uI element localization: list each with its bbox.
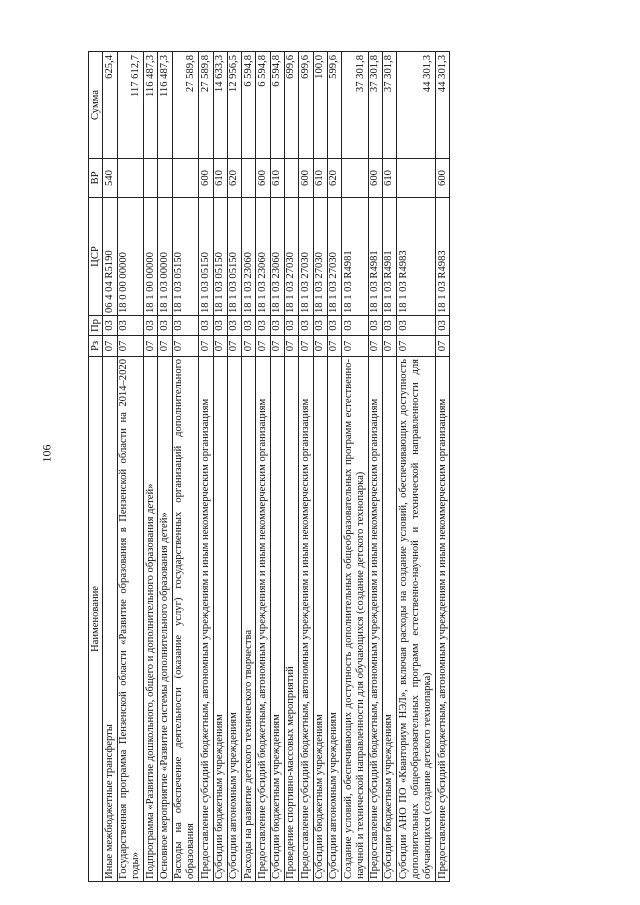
cell-csr: 18 1 03 27030	[299, 198, 313, 316]
cell-csr: 18 1 03 R4981	[342, 198, 369, 316]
cell-name: Подпрограмма «Развитие дошкольного, общего и дополнительного образования детей»	[144, 357, 158, 882]
table-row	[144, 52, 158, 882]
cell-rz: 07	[242, 336, 256, 357]
cell-pr: 03	[213, 316, 227, 336]
cell-csr: 18 1 03 R4981	[382, 198, 396, 316]
header-rz: Рз	[89, 336, 103, 357]
cell-name: Субсидии АНО ПО «Кванториум НЭЛ», включая расходы на создание условий, обеспечивающих доступность дополнительных общеобразовательных программ естественно-научной и технической направленности для обучающихся (создание детского технопарка)	[397, 357, 436, 882]
cell-sum: 6 594,8	[256, 52, 270, 159]
cell-rz: 07	[199, 336, 213, 357]
cell-sum: 117 612,7	[117, 52, 144, 159]
cell-name: Предоставление субсидий бюджетным, автономным учреждениям и иным некоммерческим организациям	[368, 357, 382, 882]
table-row	[117, 52, 144, 882]
cell-rz: 07	[327, 336, 341, 357]
cell-csr: 18 1 03 00000	[158, 198, 172, 316]
cell-name: Расходы на развитие детского технического творчества	[242, 357, 256, 882]
cell-rz: 07	[284, 336, 298, 357]
cell-csr: 18 1 03 27030	[327, 198, 341, 316]
cell-pr: 03	[327, 316, 341, 336]
cell-sum: 6 594,8	[270, 52, 284, 159]
cell-vr: 620	[227, 159, 241, 198]
cell-pr: 03	[397, 316, 436, 336]
cell-sum: 625,4	[103, 52, 117, 159]
cell-pr: 03	[284, 316, 298, 336]
cell-vr: 620	[327, 159, 341, 198]
cell-vr	[158, 159, 172, 198]
cell-pr: 03	[342, 316, 369, 336]
cell-sum: 6 594,8	[242, 52, 256, 159]
cell-vr: 610	[270, 159, 284, 198]
table-row	[368, 52, 382, 882]
cell-rz: 07	[397, 336, 436, 357]
cell-sum: 37 301,8	[342, 52, 369, 159]
cell-vr	[342, 159, 369, 198]
cell-csr: 18 1 03 23060	[270, 198, 284, 316]
table-row	[342, 52, 369, 882]
cell-vr	[397, 159, 436, 198]
table-row	[313, 52, 327, 882]
cell-name: Субсидии бюджетным учреждениям	[213, 357, 227, 882]
table-row	[299, 52, 313, 882]
table-header-row	[89, 52, 103, 882]
header-sum: Сумма	[89, 52, 103, 159]
cell-vr: 610	[382, 159, 396, 198]
cell-sum: 12 956,5	[227, 52, 241, 159]
cell-pr: 03	[256, 316, 270, 336]
cell-csr: 18 1 03 05150	[172, 198, 199, 316]
table-row	[382, 52, 396, 882]
cell-sum: 37 301,8	[382, 52, 396, 159]
cell-name: Расходы на обеспечение деятельности (оказание услуг) государственных организаций дополнительного образования	[172, 357, 199, 882]
cell-vr: 540	[103, 159, 117, 198]
cell-rz: 07	[227, 336, 241, 357]
cell-sum: 116 487,3	[144, 52, 158, 159]
cell-csr: 18 1 03 23060	[242, 198, 256, 316]
cell-rz: 07	[313, 336, 327, 357]
cell-name: Предоставление субсидий бюджетным, автономным учреждениям и иным некоммерческим организациям	[436, 357, 450, 882]
table-row	[284, 52, 298, 882]
cell-pr: 03	[172, 316, 199, 336]
cell-rz: 07	[213, 336, 227, 357]
cell-csr: 18 1 03 05150	[213, 198, 227, 316]
table-row	[397, 52, 436, 882]
cell-pr: 03	[313, 316, 327, 336]
cell-name: Субсидии автономным учреждениям	[327, 357, 341, 882]
budget-table	[88, 51, 450, 882]
cell-sum: 44 301,3	[436, 52, 450, 159]
table-row	[103, 52, 117, 882]
cell-sum: 699,6	[299, 52, 313, 159]
cell-csr: 06 4 04 R5190	[103, 198, 117, 316]
cell-name: Предоставление субсидий бюджетным, автономным учреждениям и иным некоммерческим организациям	[256, 357, 270, 882]
table-row	[270, 52, 284, 882]
cell-vr	[144, 159, 158, 198]
cell-vr: 600	[368, 159, 382, 198]
table-body	[103, 52, 450, 882]
cell-pr: 03	[199, 316, 213, 336]
cell-csr: 18 1 03 R4983	[397, 198, 436, 316]
cell-vr: 610	[213, 159, 227, 198]
cell-rz: 07	[382, 336, 396, 357]
cell-sum: 116 487,3	[158, 52, 172, 159]
cell-vr: 600	[199, 159, 213, 198]
cell-sum: 100,0	[313, 52, 327, 159]
table-row	[327, 52, 341, 882]
cell-sum: 44 301,3	[397, 52, 436, 159]
cell-vr	[117, 159, 144, 198]
cell-pr: 03	[436, 316, 450, 336]
cell-name: Предоставление субсидий бюджетным, автономным учреждениям и иным некоммерческим организациям	[299, 357, 313, 882]
cell-rz: 07	[299, 336, 313, 357]
cell-rz: 07	[256, 336, 270, 357]
cell-csr: 18 1 03 05150	[227, 198, 241, 316]
cell-sum: 37 301,8	[368, 52, 382, 159]
cell-vr	[284, 159, 298, 198]
cell-pr: 03	[270, 316, 284, 336]
cell-vr	[242, 159, 256, 198]
cell-rz: 07	[103, 336, 117, 357]
table-row	[227, 52, 241, 882]
cell-pr: 03	[117, 316, 144, 336]
cell-pr: 03	[242, 316, 256, 336]
cell-name: Субсидии бюджетным учреждениям	[270, 357, 284, 882]
cell-vr: 600	[256, 159, 270, 198]
cell-pr: 03	[103, 316, 117, 336]
table-row	[199, 52, 213, 882]
cell-vr: 610	[313, 159, 327, 198]
cell-csr: 18 1 00 00000	[144, 198, 158, 316]
cell-rz: 07	[436, 336, 450, 357]
cell-pr: 03	[158, 316, 172, 336]
header-pr: Пр	[89, 316, 103, 336]
cell-csr: 18 1 03 R4981	[368, 198, 382, 316]
cell-sum: 599,6	[327, 52, 341, 159]
cell-vr: 600	[436, 159, 450, 198]
table-row	[213, 52, 227, 882]
cell-pr: 03	[382, 316, 396, 336]
cell-csr: 18 1 03 05150	[199, 198, 213, 316]
cell-pr: 03	[368, 316, 382, 336]
cell-pr: 03	[227, 316, 241, 336]
cell-sum: 699,6	[284, 52, 298, 159]
table-row	[436, 52, 450, 882]
cell-rz: 07	[117, 336, 144, 357]
cell-sum: 27 589,8	[199, 52, 213, 159]
header-csr: ЦСР	[89, 198, 103, 316]
cell-rz: 07	[270, 336, 284, 357]
page-number: 106	[39, 444, 54, 463]
cell-rz: 07	[172, 336, 199, 357]
header-vr: ВР	[89, 159, 103, 198]
cell-name: Субсидии бюджетным учреждениям	[382, 357, 396, 882]
cell-name: Субсидии автономным учреждениям	[227, 357, 241, 882]
cell-pr: 03	[144, 316, 158, 336]
cell-sum: 14 633,3	[213, 52, 227, 159]
cell-csr: 18 1 03 27030	[313, 198, 327, 316]
table-row	[242, 52, 256, 882]
cell-name: Создание условий, обеспечивающих доступность дополнительных общеобразовательных программ естественно-научной и технической направленности для обучающихся (создание детского технопарка)	[342, 357, 369, 882]
table-row	[172, 52, 199, 882]
cell-csr: 18 1 03 27030	[284, 198, 298, 316]
cell-rz: 07	[342, 336, 369, 357]
cell-name: Проведение спортивно-массовых мероприятий	[284, 357, 298, 882]
header-name: Наименование	[89, 357, 103, 882]
cell-vr	[172, 159, 199, 198]
cell-name: Предоставление субсидий бюджетным, автономным учреждениям и иным некоммерческим организациям	[199, 357, 213, 882]
budget-table-container	[88, 52, 450, 882]
table-row	[158, 52, 172, 882]
cell-csr: 18 0 00 00000	[117, 198, 144, 316]
cell-rz: 07	[144, 336, 158, 357]
cell-name: Иные межбюджетные трансферты	[103, 357, 117, 882]
cell-pr: 03	[299, 316, 313, 336]
table-row	[256, 52, 270, 882]
cell-vr: 600	[299, 159, 313, 198]
cell-name: Основное мероприятие «Развитие системы дополнительного образования детей»	[158, 357, 172, 882]
cell-name: Государственная программа Пензенской области «Развитие образования в Пензенской области на 2014–2020 годы»	[117, 357, 144, 882]
cell-csr: 18 1 03 R4983	[436, 198, 450, 316]
cell-sum: 27 589,8	[172, 52, 199, 159]
cell-rz: 07	[158, 336, 172, 357]
cell-rz: 07	[368, 336, 382, 357]
cell-name: Субсидии бюджетным учреждениям	[313, 357, 327, 882]
cell-csr: 18 1 03 23060	[256, 198, 270, 316]
